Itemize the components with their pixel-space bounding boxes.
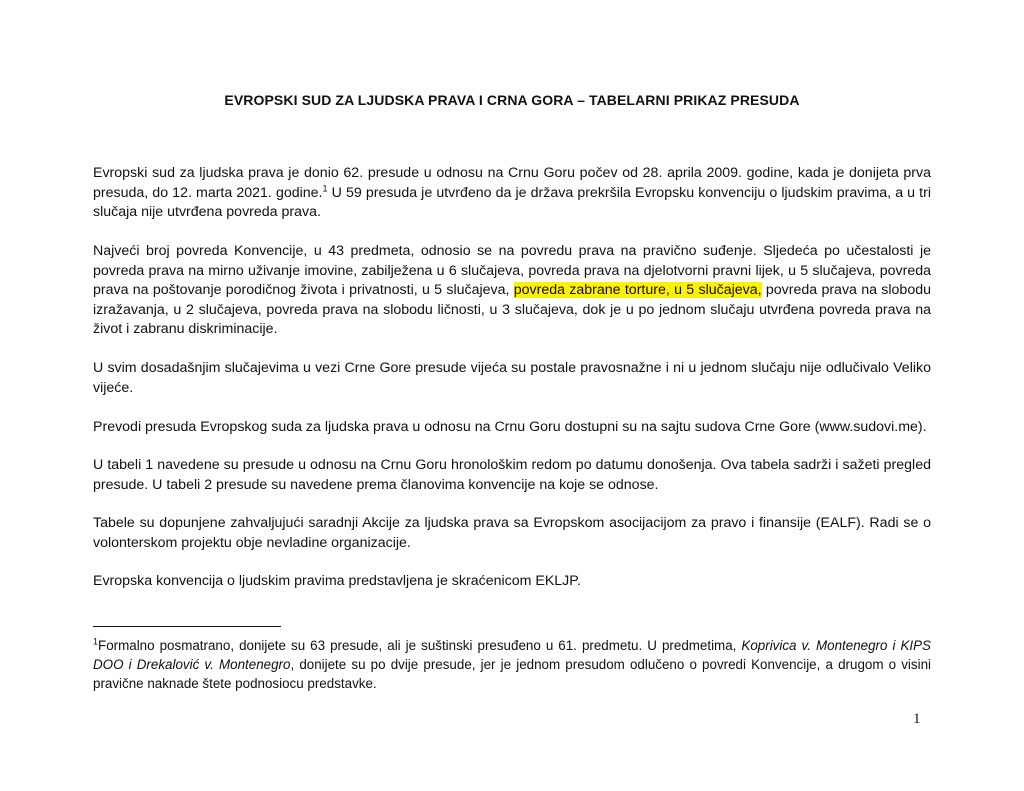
footnote-text-a: Formalno posmatrano, donijete su 63 presude, ali je suštinski presuđeno u 61. predmetu. U predmetima,: [98, 638, 742, 653]
document-title: EVROPSKI SUD ZA LJUDSKA PRAVA I CRNA GORA – TABELARNI PRIKAZ PRESUDA: [224, 92, 800, 108]
footnote-case-names: Koprivica v. Montenegro i KIPS DOO i Drekalović v. Montenegro: [93, 638, 931, 672]
paragraph-chambers: U svim dosadašnjim slučajevima u vezi Crne Gore presude vijeća su postale pravosnažne i ni u jednom slučaju nije odlučivalo Veliko vijeće.: [93, 360, 931, 396]
footnote-separator: [93, 626, 281, 627]
paragraph-translations: Prevodi presuda Evropskog suda za ljudska prava u odnosu na Crnu Goru dostupni su na sajtu sudova Crne Gore (www.sudovi.me).: [93, 419, 927, 435]
paragraph-violations: [93, 242, 931, 340]
footnote-reference[interactable]: 1: [322, 182, 328, 193]
page-number: 1: [913, 711, 921, 727]
footnote-text-b: , donijete su po dvije presude, jer je jednom presudom odlučeno o povredi Konvencije, a drugom o visini pravične naknade štete podnosiocu predstavke.: [93, 657, 931, 691]
footnote: [93, 636, 931, 693]
highlighted-text: povreda zabrane torture, u 5 slučajeva,: [513, 282, 762, 298]
paragraph-abbreviation: Evropska konvencija o ljudskim pravima predstavljena je skraćenicom EKLJP.: [93, 573, 581, 589]
footnote-number: 1: [93, 636, 99, 647]
paragraph-cooperation: Tabele su dopunjene zahvaljujući saradnji Akcije za ljudska prava sa Evropskom asocijacijom za pravo i finansije (EALF). Radi se o volonterskom projektu obje nevladine organizacije.: [93, 515, 931, 551]
paragraph-intro-text-b: U 59 presuda je utvrđeno da je država prekršila Evropsku konvenciju o ljudskim pravima, a u tri slučaja nije utvrđena povreda prava.: [93, 184, 931, 220]
paragraph-intro: [93, 164, 931, 223]
paragraph-tables: U tabeli 1 navedene su presude u odnosu na Crnu Goru hronološkim redom po datumu donošenja. Ova tabela sadrži i sažeti pregled presude. U tabeli 2 presude su navedene prema članovima konvencije na koje se odnose.: [93, 457, 931, 493]
paragraph-violations-text-a: Najveći broj povreda Konvencije, u 43 predmeta, odnosio se na povredu prava na pravično suđenje. Sljedeća po učestalosti je povreda prava na mirno uživanje imovine, zabilježena u 6 slučajeva, povreda prava na djelotvorni pravni lijek, u 5 slučajeva, povreda prava na poštovanje porodičnog života i privatnosti, u 5 slučajeva,: [93, 243, 931, 298]
paragraph-violations-text-b: povreda prava na slobodu izražavanja, u 2 slučajeva, povreda prava na slobodu ličnosti, u 3 slučajeva, dok je u po jednom slučaju utvrđena povreda prava na život i zabranu diskriminacije.: [93, 282, 931, 337]
paragraph-intro-text-a: Evropski sud za ljudska prava je donio 62. presude u odnosu na Crnu Goru počev od 28. aprila 2009. godine, kada je donijeta prva presuda, do 12. marta 2021. godine.: [93, 165, 931, 201]
